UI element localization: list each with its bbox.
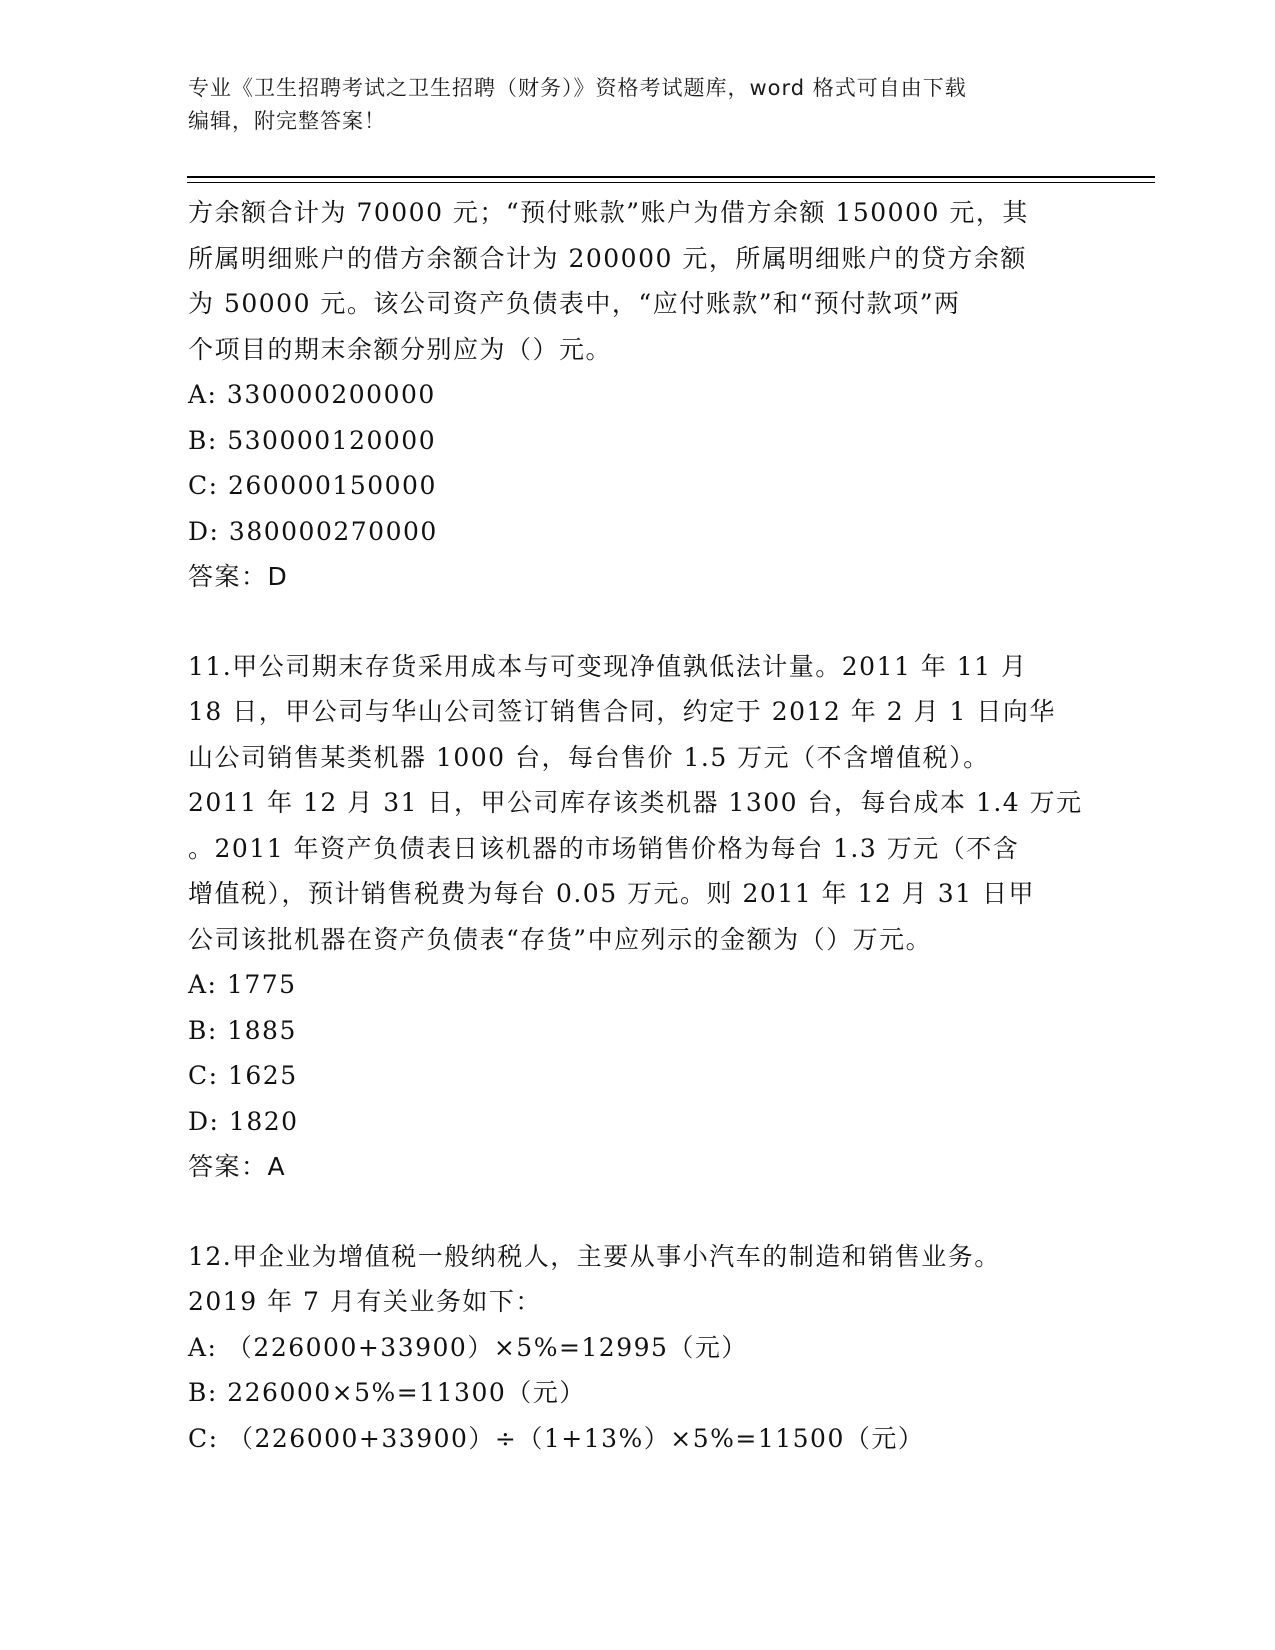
question-content (188, 190, 1088, 1461)
header-title-line-1: 专业《卫生招聘考试之卫生招聘（财务）》资格考试题库，word 格式可自由下载 (188, 76, 967, 100)
option-c: C: 1625 (188, 1061, 298, 1090)
question-text-line: 2019 年 7 月有关业务如下： (188, 1287, 542, 1316)
header-rule-thick (187, 176, 1155, 178)
option-b: B: 1885 (188, 1015, 297, 1045)
spacer (188, 600, 1088, 644)
option-d: D: 1820 (188, 1106, 299, 1136)
option-d: D: 380000270000 (188, 516, 438, 546)
question-text-line: 2011 年 12 月 31 日，甲公司库存该类机器 1300 台，每台成本 1.4 万元 (188, 788, 1083, 817)
question-text-line: 11.甲公司期末存货采用成本与可变现净值孰低法计量。2011 年 11 月 (188, 651, 1028, 681)
question-text-line: 山公司销售某类机器 1000 台，每台售价 1.5 万元（不含增值税）。 (188, 742, 990, 772)
question-text-line: 。2011 年资产负债表日该机器的市场销售价格为每台 1.3 万元（不含 (188, 833, 1020, 863)
header-rule-thin (187, 182, 1155, 183)
option-b: B: 226000×5%=11300（元） (188, 1378, 586, 1407)
question-text-line: 为 50000 元。该公司资产负债表中，“应付账款”和“预付款项”两 (188, 289, 961, 318)
question-text-line: 公司该批机器在资产负债表“存货”中应列示的金额为（）万元。 (188, 924, 933, 954)
question-text-line: 增值税），预计销售税费为每台 0.05 万元。则 2011 年 12 月 31 日甲 (188, 879, 1035, 908)
question-10 (188, 190, 1088, 600)
question-text-line: 12.甲企业为增值税一般纳税人，主要从事小汽车的制造和销售业务。 (188, 1241, 1001, 1271)
option-a: A: 330000200000 (188, 380, 436, 409)
option-a: A: （226000+33900）×5%=12995（元） (188, 1332, 748, 1362)
question-12 (188, 1234, 1088, 1462)
question-text-line: 所属明细账户的借方余额合计为 200000 元，所属明细账户的贷方余额 (188, 243, 1027, 273)
option-c: C: 260000150000 (188, 471, 437, 500)
answer-line: 答案：A (188, 1152, 287, 1181)
question-text-line: 个项目的期末余额分别应为（）元。 (188, 334, 613, 364)
spacer (188, 1190, 1088, 1234)
option-a: A: 1775 (188, 970, 297, 999)
option-c: C: （226000+33900）÷（1+13%）×5%=11500（元） (188, 1423, 925, 1453)
page-header (188, 72, 1088, 138)
answer-line: 答案：D (188, 562, 289, 591)
question-text-line: 18 日，甲公司与华山公司签订销售合同，约定于 2012 年 2 月 1 日向华 (188, 697, 1056, 726)
option-b: B: 530000120000 (188, 425, 437, 455)
question-11 (188, 644, 1088, 1190)
header-title-line-2: 编辑，附完整答案！ (188, 109, 386, 133)
question-text-line: 方余额合计为 70000 元；“预付账款”账户为借方余额 150000 元，其 (188, 198, 1029, 227)
